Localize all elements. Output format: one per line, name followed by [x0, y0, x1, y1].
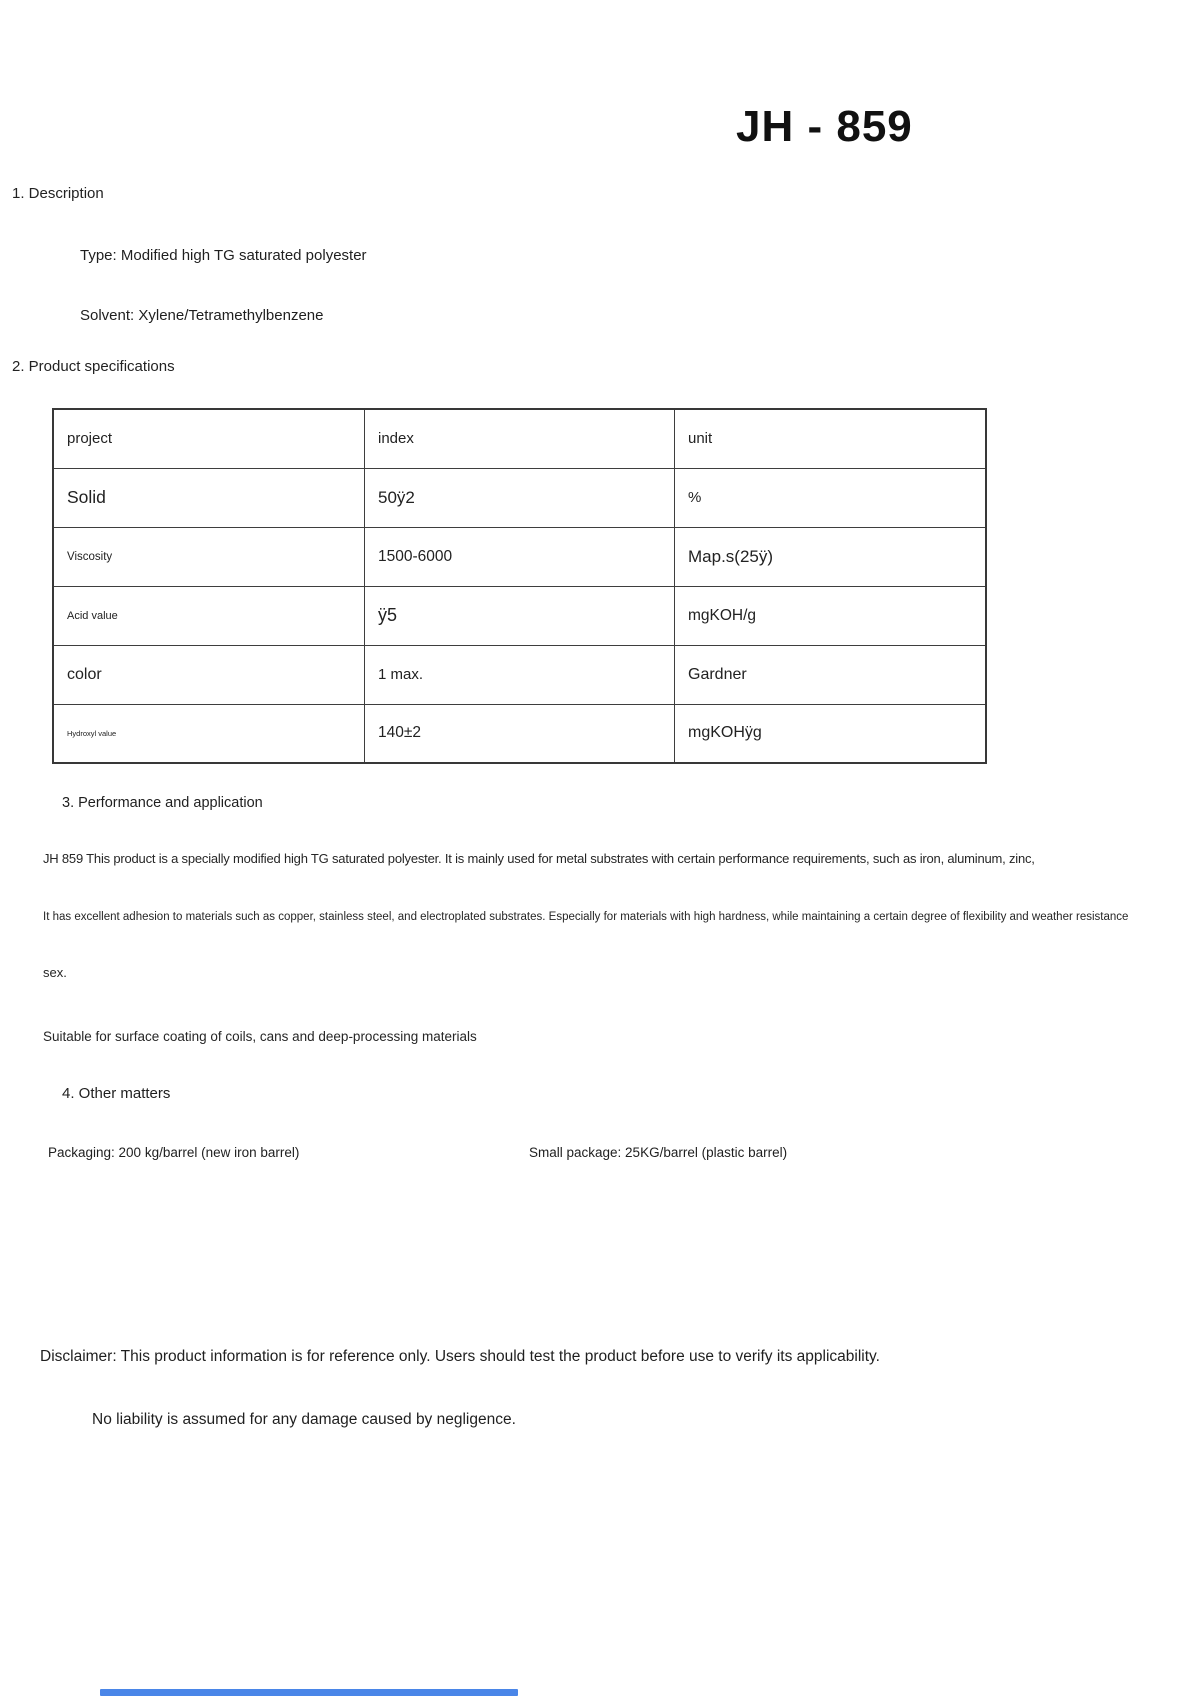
- spec-header-row: [53, 409, 986, 468]
- cell-index: 140±2: [365, 704, 675, 763]
- cell-unit: Map.s(25ÿ): [675, 527, 987, 586]
- page-title: JH - 859: [736, 102, 913, 151]
- cell-unit: mgKOHÿg: [675, 704, 987, 763]
- spec-row-acid-value: [53, 586, 986, 645]
- spec-row-solid: [53, 468, 986, 527]
- spec-header-index: index: [365, 409, 675, 468]
- type-line: Type: Modified high TG saturated polyester: [80, 247, 367, 264]
- cell-project: Solid: [53, 468, 365, 527]
- cell-index: 1500-6000: [365, 527, 675, 586]
- section-heading-specifications: 2. Product specifications: [12, 358, 175, 375]
- section-heading-description: 1. Description: [12, 185, 104, 202]
- cell-index: 50ÿ2: [365, 468, 675, 527]
- horizontal-scrollbar-thumb[interactable]: [100, 1689, 518, 1696]
- cell-project: Acid value: [53, 586, 365, 645]
- performance-paragraph-line2: It has excellent adhesion to materials such as copper, stainless steel, and electroplated substrates. Especially for materials with high hardness, while maintaining a certain degree of flexibility and weather resistance: [43, 911, 1129, 923]
- cell-index: 1 max.: [365, 645, 675, 704]
- disclaimer-line1: Disclaimer: This product information is for reference only. Users should test the product before use to verify its applicability.: [40, 1348, 880, 1365]
- cell-project: Hydroxyl value: [53, 704, 365, 763]
- solvent-line: Solvent: Xylene/Tetramethylbenzene: [80, 307, 324, 324]
- cell-unit: mgKOH/g: [675, 586, 987, 645]
- cell-project: color: [53, 645, 365, 704]
- spec-table: [52, 408, 987, 764]
- packaging-line: Packaging: 200 kg/barrel (new iron barrel): [48, 1145, 300, 1160]
- cell-index: ÿ5: [365, 586, 675, 645]
- section-heading-performance: 3. Performance and application: [62, 795, 263, 811]
- disclaimer-line2: No liability is assumed for any damage caused by negligence.: [92, 1411, 516, 1428]
- spec-header-project: project: [53, 409, 365, 468]
- spec-header-unit: unit: [675, 409, 987, 468]
- performance-paragraph-line3: sex.: [43, 965, 67, 980]
- section-heading-other-matters: 4. Other matters: [62, 1085, 171, 1102]
- performance-paragraph-line1: JH 859 This product is a specially modified high TG saturated polyester. It is mainly used for metal substrates with certain performance requirements, such as iron, aluminum, zinc,: [43, 851, 1035, 866]
- cell-project: Viscosity: [53, 527, 365, 586]
- spec-row-viscosity: [53, 527, 986, 586]
- performance-paragraph-line4: Suitable for surface coating of coils, cans and deep-processing materials: [43, 1029, 477, 1044]
- spec-row-hydroxyl-value: [53, 704, 986, 763]
- small-package-line: Small package: 25KG/barrel (plastic barrel): [529, 1145, 788, 1160]
- cell-unit: Gardner: [675, 645, 987, 704]
- cell-unit: %: [675, 468, 987, 527]
- spec-row-color: [53, 645, 986, 704]
